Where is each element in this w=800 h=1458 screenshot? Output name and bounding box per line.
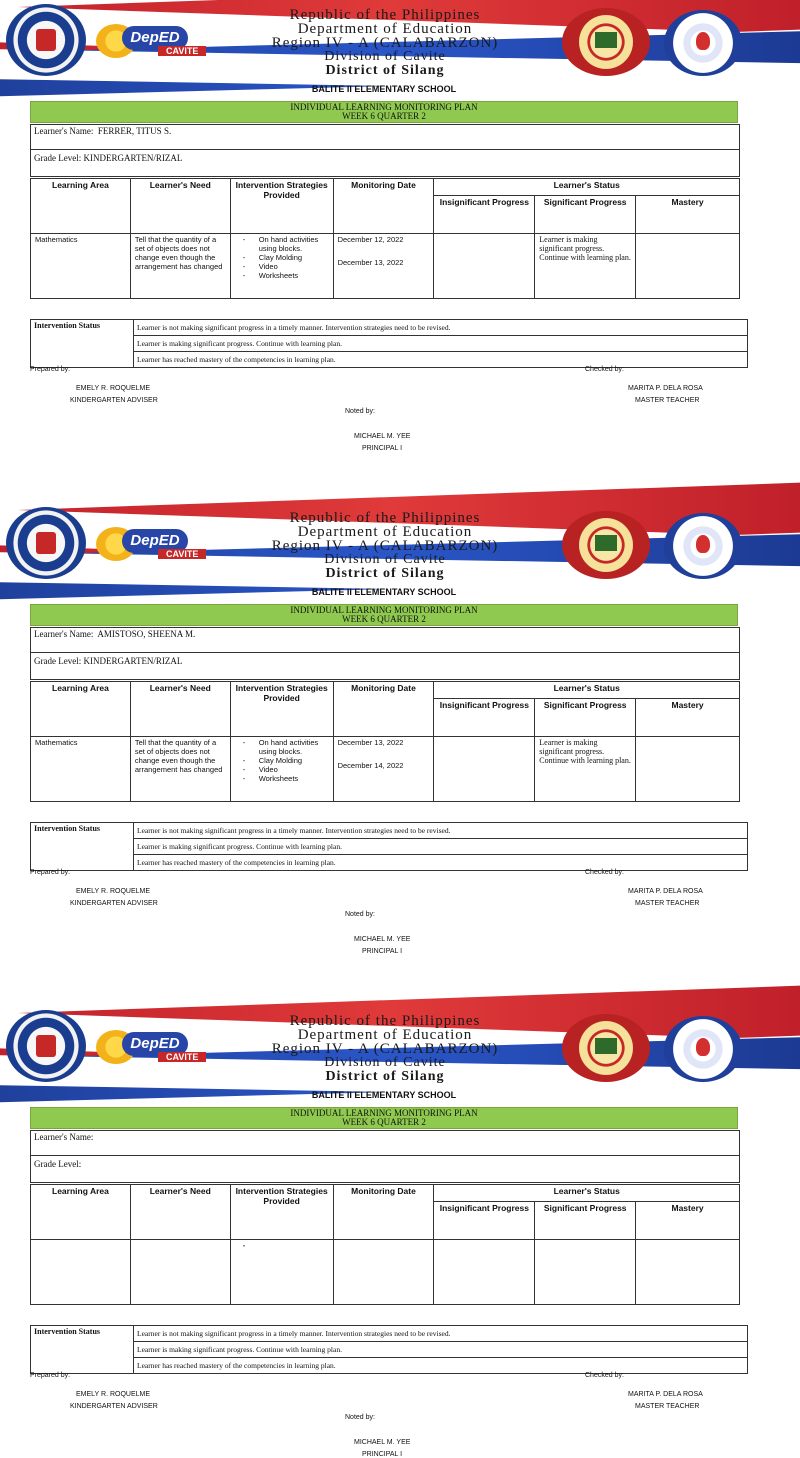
list-item: - On hand activities using blocks. [243, 235, 329, 253]
prepared-title: KINDERGARTEN ADVISER [70, 900, 158, 907]
table-row [31, 823, 748, 839]
plan-week: WEEK 6 QUARTER 2 [342, 1117, 426, 1127]
prepared-by-label: Prepared by: [30, 869, 71, 876]
table-row [31, 234, 740, 299]
school-seal-icon [562, 8, 650, 76]
mastery-cell [636, 737, 740, 802]
learner-info-box [30, 1130, 740, 1183]
plan-title-bar [30, 101, 738, 123]
noted-by-label: Noted by: [345, 911, 375, 918]
col-learning-area: Learning Area [31, 179, 131, 234]
noted-name: MICHAEL M. YEE [354, 433, 411, 440]
plan-week: WEEK 6 QUARTER 2 [342, 111, 426, 121]
intervention-status-row: Learner has reached mastery of the competencies in learning plan. [134, 855, 748, 871]
school-seal-icon [562, 1014, 650, 1082]
intervention-status-row: Learner is not making significant progress in a timely manner. Intervention strategies need to be revised. [134, 823, 748, 839]
district-seal-icon [664, 513, 742, 579]
prepared-name: EMELY R. ROQUELME [76, 385, 151, 392]
intervention-status-table [30, 822, 748, 871]
monitoring-table [30, 1184, 740, 1305]
learner-name-row [34, 126, 171, 136]
intervention-status-row: Learner is making significant progress. Continue with learning plan. [134, 336, 748, 352]
insignificant-cell [434, 737, 535, 802]
table-row [31, 1342, 748, 1358]
noted-name: MICHAEL M. YEE [354, 936, 411, 943]
strategies-cell [230, 737, 333, 802]
noted-by-label: Noted by: [345, 408, 375, 415]
learner-name-label: Learner's Name: [34, 1132, 94, 1142]
intervention-status-row: Learner is making significant progress. Continue with learning plan. [134, 1342, 748, 1358]
deped-seal-icon [6, 507, 86, 579]
republic-line: Republic of the Philippines [289, 7, 481, 23]
col-monitoring-date: Monitoring Date [333, 1185, 434, 1240]
col-insignificant: Insignificant Progress [434, 699, 535, 737]
monitoring-date-2: December 14, 2022 [337, 761, 404, 770]
region-line: Region IV - A (CALABARZON) [271, 1041, 499, 1057]
mastery-cell [636, 1240, 740, 1305]
deped-cavite-logo-icon [96, 525, 216, 561]
republic-line: Republic of the Philippines [289, 510, 481, 526]
prepared-title: KINDERGARTEN ADVISER [70, 1403, 158, 1410]
monitoring-date-1: December 13, 2022 [337, 738, 404, 747]
learner-name-label: Learner's Name: [34, 629, 94, 639]
district-line: District of Silang [325, 566, 445, 581]
intervention-status-row: Learner is not making significant progress in a timely manner. Intervention strategies need to be revised. [134, 1326, 748, 1342]
plan-title-bar [30, 1107, 738, 1129]
col-significant: Significant Progress [535, 1202, 636, 1240]
checked-name: MARITA P. DELA ROSA [628, 888, 703, 895]
table-row [31, 839, 748, 855]
deped-logo-word: DepED [122, 1032, 188, 1056]
learners-need-cell: Tell that the quantity of a set of objects does not change even though the arrangement has changed [130, 234, 230, 299]
monitoring-table [30, 178, 740, 299]
intervention-status-label: Intervention Status [31, 320, 134, 368]
deped-seal-icon [6, 4, 86, 76]
district-line: District of Silang [325, 63, 445, 78]
department-line: Department of Education [297, 21, 473, 37]
plan-week: WEEK 6 QUARTER 2 [342, 614, 426, 624]
col-monitoring-date: Monitoring Date [333, 179, 434, 234]
list-item: - On hand activities using blocks. [243, 738, 329, 756]
prepared-name: EMELY R. ROQUELME [76, 1391, 151, 1398]
col-learning-area: Learning Area [31, 682, 131, 737]
col-monitoring-date: Monitoring Date [333, 682, 434, 737]
noted-by-label: Noted by: [345, 1414, 375, 1421]
col-learners-need: Learner's Need [130, 682, 230, 737]
school-name: BALITE II ELEMENTARY SCHOOL [311, 1090, 457, 1100]
noted-title: PRINCIPAL I [362, 445, 403, 452]
monitoring-date-1: December 12, 2022 [337, 235, 404, 244]
col-insignificant: Insignificant Progress [434, 1202, 535, 1240]
table-row [31, 336, 748, 352]
noted-title: PRINCIPAL I [362, 948, 403, 955]
significant-cell: Learner is making significant progress. Continue with learning plan. [535, 234, 636, 299]
table-row [31, 1358, 748, 1374]
monitoring-date-cell [333, 737, 434, 802]
intervention-status-row: Learner has reached mastery of the competencies in learning plan. [134, 1358, 748, 1374]
col-intervention: Intervention Strategies Provided [230, 682, 333, 737]
monitoring-date-cell [333, 1240, 434, 1305]
table-row [31, 855, 748, 871]
intervention-status-label: Intervention Status [31, 1326, 134, 1374]
banner-text [230, 8, 540, 78]
checked-by-label: Checked by: [585, 366, 624, 373]
table-row [31, 737, 740, 802]
header-banner [0, 1006, 768, 1088]
col-learners-need: Learner's Need [130, 179, 230, 234]
table-row [31, 320, 748, 336]
col-intervention: Intervention Strategies Provided [230, 1185, 333, 1240]
division-line: Division of Cavite [324, 49, 446, 64]
division-line: Division of Cavite [324, 552, 446, 567]
monitoring-plan-page-3-partial [0, 1006, 768, 1458]
learner-name-label: Learner's Name: [34, 126, 94, 136]
district-line: District of Silang [325, 1069, 445, 1084]
table-row [31, 352, 748, 368]
deped-logo-sub: CAVITE [158, 549, 206, 559]
checked-by-label: Checked by: [585, 1372, 624, 1379]
school-name: BALITE II ELEMENTARY SCHOOL [311, 587, 457, 597]
col-learners-status: Learner's Status [434, 179, 740, 196]
significant-cell [535, 1240, 636, 1305]
col-mastery: Mastery [636, 1202, 740, 1240]
plan-title: INDIVIDUAL LEARNING MONITORING PLAN [290, 1108, 478, 1118]
list-item: - Video [243, 262, 329, 271]
learner-name-row [34, 1132, 96, 1142]
header-banner [0, 503, 768, 585]
monitoring-date-2: December 13, 2022 [337, 258, 404, 267]
col-learners-status: Learner's Status [434, 682, 740, 699]
deped-seal-icon [6, 1010, 86, 1082]
table-row [31, 1240, 740, 1305]
noted-name: MICHAEL M. YEE [354, 1439, 411, 1446]
significant-cell: Learner is making significant progress. Continue with learning plan. [535, 737, 636, 802]
division-line: Division of Cavite [324, 1055, 446, 1070]
deped-cavite-logo-icon [96, 22, 216, 58]
region-line: Region IV - A (CALABARZON) [271, 538, 499, 554]
district-seal-icon [664, 1016, 742, 1082]
grade-level-row [34, 153, 182, 163]
intervention-status-row: Learner is making significant progress. Continue with learning plan. [134, 839, 748, 855]
col-learners-need: Learner's Need [130, 1185, 230, 1240]
plan-title: INDIVIDUAL LEARNING MONITORING PLAN [290, 102, 478, 112]
plan-title-bar [30, 604, 738, 626]
grade-level-value: KINDERGARTEN/RIZAL [83, 656, 183, 666]
department-line: Department of Education [297, 524, 473, 540]
noted-title: PRINCIPAL I [362, 1451, 403, 1458]
grade-level-label: Grade Level: [34, 1159, 82, 1169]
intervention-status-label: Intervention Status [31, 823, 134, 871]
deped-logo-word: DepED [122, 26, 188, 50]
prepared-name: EMELY R. ROQUELME [76, 888, 151, 895]
learners-need-cell [130, 1240, 230, 1305]
grade-level-row [34, 656, 182, 666]
learner-name-row [34, 629, 195, 639]
grade-level-value: KINDERGARTEN/RIZAL [83, 153, 183, 163]
deped-logo-sub: CAVITE [158, 46, 206, 56]
department-line: Department of Education [297, 1027, 473, 1043]
col-learning-area: Learning Area [31, 1185, 131, 1240]
banner-text [230, 511, 540, 581]
deped-logo-word: DepED [122, 529, 188, 553]
insignificant-cell [434, 1240, 535, 1305]
grade-level-label: Grade Level: [34, 153, 82, 163]
col-mastery: Mastery [636, 699, 740, 737]
checked-by-label: Checked by: [585, 869, 624, 876]
region-line: Region IV - A (CALABARZON) [271, 35, 499, 51]
checked-title: MASTER TEACHER [635, 1403, 700, 1410]
col-insignificant: Insignificant Progress [434, 196, 535, 234]
list-item: - Video [243, 765, 329, 774]
grade-level-label: Grade Level: [34, 656, 82, 666]
learning-area-cell: Mathematics [31, 737, 131, 802]
learner-name-value: FERRER, TITUS S. [97, 126, 172, 136]
table-row [31, 1326, 748, 1342]
list-item: - Worksheets [243, 774, 329, 783]
strategies-list [235, 235, 329, 280]
deped-cavite-logo-icon [96, 1028, 216, 1064]
checked-name: MARITA P. DELA ROSA [628, 385, 703, 392]
prepared-title: KINDERGARTEN ADVISER [70, 397, 158, 404]
col-mastery: Mastery [636, 196, 740, 234]
checked-title: MASTER TEACHER [635, 397, 700, 404]
learner-name-value: AMISTOSO, SHEENA M. [97, 629, 196, 639]
monitoring-table [30, 681, 740, 802]
col-intervention: Intervention Strategies Provided [230, 179, 333, 234]
header-banner [0, 0, 768, 82]
banner-text [230, 1014, 540, 1084]
learner-info-box [30, 124, 740, 177]
republic-line: Republic of the Philippines [289, 1013, 481, 1029]
school-name: BALITE II ELEMENTARY SCHOOL [311, 84, 457, 94]
col-significant: Significant Progress [535, 196, 636, 234]
insignificant-cell [434, 234, 535, 299]
learner-info-box [30, 627, 740, 680]
monitoring-plan-page-2 [0, 503, 768, 1006]
list-item: - Clay Molding [243, 756, 329, 765]
prepared-by-label: Prepared by: [30, 1372, 71, 1379]
list-item: - Worksheets [243, 271, 329, 280]
strategies-cell [230, 234, 333, 299]
checked-name: MARITA P. DELA ROSA [628, 1391, 703, 1398]
intervention-status-table [30, 319, 748, 368]
prepared-by-label: Prepared by: [30, 366, 71, 373]
learning-area-cell [31, 1240, 131, 1305]
list-item: - Clay Molding [243, 253, 329, 262]
col-significant: Significant Progress [535, 699, 636, 737]
district-seal-icon [664, 10, 742, 76]
intervention-status-row: Learner is not making significant progress in a timely manner. Intervention strategies need to be revised. [134, 320, 748, 336]
monitoring-plan-page-1 [0, 0, 768, 503]
grade-level-row [34, 1159, 81, 1169]
col-learners-status: Learner's Status [434, 1185, 740, 1202]
learners-need-cell: Tell that the quantity of a set of objects does not change even though the arrangement has changed [130, 737, 230, 802]
monitoring-date-cell [333, 234, 434, 299]
intervention-status-table [30, 1325, 748, 1374]
intervention-status-row: Learner has reached mastery of the competencies in learning plan. [134, 352, 748, 368]
checked-title: MASTER TEACHER [635, 900, 700, 907]
mastery-cell [636, 234, 740, 299]
strategies-cell [230, 1240, 333, 1305]
strategies-list [235, 738, 329, 783]
learning-area-cell: Mathematics [31, 234, 131, 299]
plan-title: INDIVIDUAL LEARNING MONITORING PLAN [290, 605, 478, 615]
deped-logo-sub: CAVITE [158, 1052, 206, 1062]
school-seal-icon [562, 511, 650, 579]
